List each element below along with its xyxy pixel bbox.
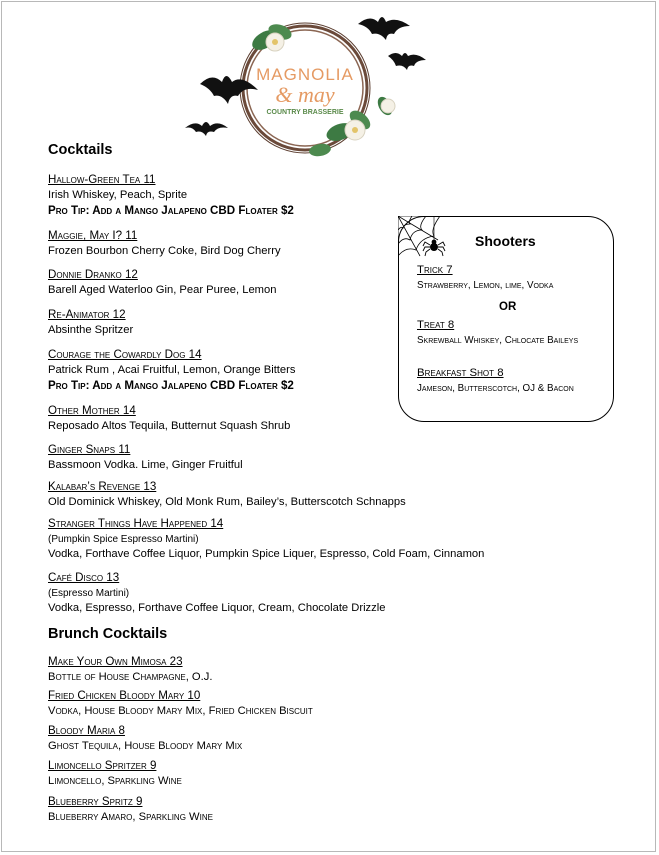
- item-desc: Irish Whiskey, Peach, Sprite: [48, 189, 188, 201]
- item-name: Kalabar’s Revenge 13: [48, 480, 157, 493]
- menu-item: [48, 307, 133, 338]
- item-desc: Vodka, Forthave Coffee Liquor, Pumpkin Spice Liquer, Espresso, Cold Foam, Cinnamon: [48, 548, 485, 560]
- item-desc: Barell Aged Waterloo Gin, Pear Puree, Lemon: [48, 284, 277, 296]
- item-name: Make Your Own Mimosa 23: [48, 655, 183, 668]
- menu-item: [48, 723, 242, 754]
- menu-item: [48, 570, 385, 616]
- menu-item: [48, 516, 484, 562]
- item-name: Limoncello Spritzer 9: [48, 759, 157, 772]
- spider-web-icon: [398, 216, 458, 266]
- item-name: Fried Chicken Bloody Mary 10: [48, 689, 201, 702]
- menu-item: [48, 688, 313, 719]
- cocktails-heading: Cocktails: [48, 142, 113, 158]
- menu-item: [48, 758, 182, 789]
- menu-item: [48, 403, 290, 434]
- shooter-item: [417, 366, 574, 396]
- item-name: Café Disco 13: [48, 571, 120, 584]
- item-desc: Bassmoon Vodka. Lime, Ginger Fruitful: [48, 459, 243, 471]
- item-desc: Old Dominick Whiskey, Old Monk Rum, Bailey’s, Butterscotch Schnapps: [48, 496, 406, 508]
- item-name: Bloody Maria 8: [48, 724, 125, 737]
- item-desc: Limoncello, Sparkling Wine: [48, 775, 182, 787]
- shooter-item: [417, 318, 578, 348]
- shooters-box: [398, 216, 614, 422]
- pro-tip: Pro Tip: Add a Mango Jalapeno CBD Floater $2: [48, 379, 294, 392]
- shooters-heading: Shooters: [475, 233, 536, 249]
- logo-line2: & may: [275, 82, 335, 107]
- item-desc: Vodka, Espresso, Forthave Coffee Liquor, Cream, Chocolate Drizzle: [48, 602, 386, 614]
- item-desc: Vodka, House Bloody Mary Mix, Fried Chicken Biscuit: [48, 705, 313, 717]
- item-desc: Strawberry, Lemon, lime, Vodka: [417, 280, 554, 291]
- item-name: Blueberry Spritz 9: [48, 795, 143, 808]
- item-name: Stranger Things Have Happened 14: [48, 517, 224, 530]
- item-desc: Skrewball Whiskey, Chlocate Baileys: [417, 335, 579, 346]
- item-desc: Patrick Rum , Acai Fruitful, Lemon, Orange Bitters: [48, 364, 296, 376]
- item-desc: Reposado Altos Tequila, Butternut Squash Shrub: [48, 420, 291, 432]
- menu-item: [48, 794, 213, 825]
- item-desc: Absinthe Spritzer: [48, 324, 134, 336]
- item-note: (Pumpkin Spice Espresso Martini): [48, 534, 199, 545]
- item-desc: Blueberry Amaro, Sparkling Wine: [48, 811, 213, 823]
- item-name: Maggie, May I? 11: [48, 229, 138, 242]
- logo-line1: MAGNOLIA: [256, 65, 354, 84]
- menu-item: [48, 172, 294, 218]
- logo-line3: COUNTRY BRASSERIE: [266, 109, 344, 116]
- item-name: Courage the Cowardly Dog 14: [48, 348, 202, 361]
- menu-item: [48, 654, 212, 685]
- menu-item: [48, 267, 276, 298]
- item-name: Treat 8: [417, 319, 455, 331]
- item-desc: Bottle of House Champagne, O.J.: [48, 671, 213, 683]
- item-name: Donnie Dranko 12: [48, 268, 138, 281]
- item-name: Ginger Snaps 11: [48, 443, 131, 456]
- item-desc: Ghost Tequila, House Bloody Mary Mix: [48, 740, 243, 752]
- item-name: Breakfast Shot 8: [417, 367, 504, 379]
- shooter-item: [417, 263, 553, 293]
- brunch-heading: Brunch Cocktails: [48, 626, 168, 642]
- pro-tip: Pro Tip: Add a Mango Jalapeno CBD Floater $2: [48, 204, 294, 217]
- menu-item: [48, 347, 295, 393]
- magnolia-may-logo: [180, 10, 430, 170]
- item-name: Re-Animator 12: [48, 308, 126, 321]
- item-desc: Jameson, Butterscotch, OJ & Bacon: [417, 383, 574, 394]
- menu-item: [48, 228, 281, 259]
- item-name: Hallow-Green Tea 11: [48, 173, 156, 186]
- spider-icon: [423, 240, 445, 256]
- item-name: Trick 7: [417, 264, 453, 276]
- item-desc: Frozen Bourbon Cherry Coke, Bird Dog Cherry: [48, 245, 281, 257]
- or-divider: OR: [499, 301, 517, 313]
- item-name: Other Mother 14: [48, 404, 136, 417]
- menu-item: [48, 442, 243, 473]
- item-note: (Espresso Martini): [48, 588, 130, 599]
- menu-item: [48, 479, 406, 510]
